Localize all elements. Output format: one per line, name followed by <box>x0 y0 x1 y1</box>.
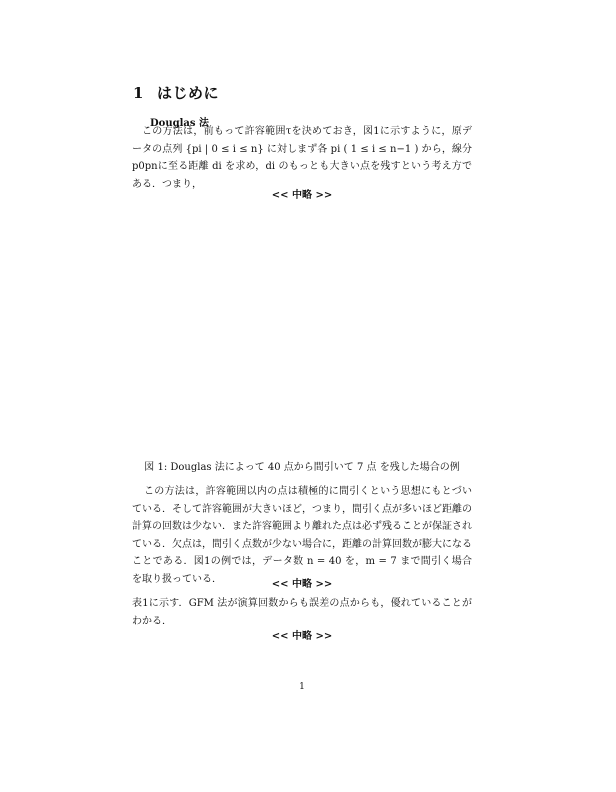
omission-marker-1: << 中略 >> <box>271 190 333 201</box>
section-title: はじめに <box>157 84 220 102</box>
page-number: 1 <box>299 682 305 692</box>
paragraph-douglas-intro: この方法は，前もって許容範囲τを決めておき，図1に示すように，原データの点列 {pi | 0 ≤ i ≤ n} に対しまず各 pi ( 1 ≤ i ≤ n−1 ) から，線分p0pnに至る距離 di を求め，di のもっとも大きい点を残すという考え方である．つまり， <box>132 126 472 190</box>
omission-marker-2: << 中略 >> <box>271 579 333 590</box>
section-heading <box>133 82 219 103</box>
subsection-heading: Douglas 法 <box>150 118 209 129</box>
paragraph-method-discussion: この方法は，許容範囲以内の点は積極的に間引くという思想にもとづいている．そして許容範囲が大きいほど，つまり，間引く点が多いほど距離の計算の回数は少ない．また許容範囲より離れた点は必ず残ることが保証されている．欠点は，間引く点数が少ない場合に，距離の計算回数が膨大になることである．図1の例では，データ数 n = 40 を，m = 7 まで間引く場合を取り扱っている． <box>132 486 472 585</box>
omission-marker-3: << 中略 >> <box>271 631 333 642</box>
figure-area <box>132 210 472 450</box>
figure-caption: 図 1: Douglas 法によって 40 点から間引いて 7 点 を残した場合の例 <box>144 462 460 473</box>
section-number: 1 <box>133 84 144 102</box>
paragraph-table-reference: 表1に示す．GFM 法が演算回数からも誤差の点からも，優れていることがわかる． <box>132 598 472 627</box>
